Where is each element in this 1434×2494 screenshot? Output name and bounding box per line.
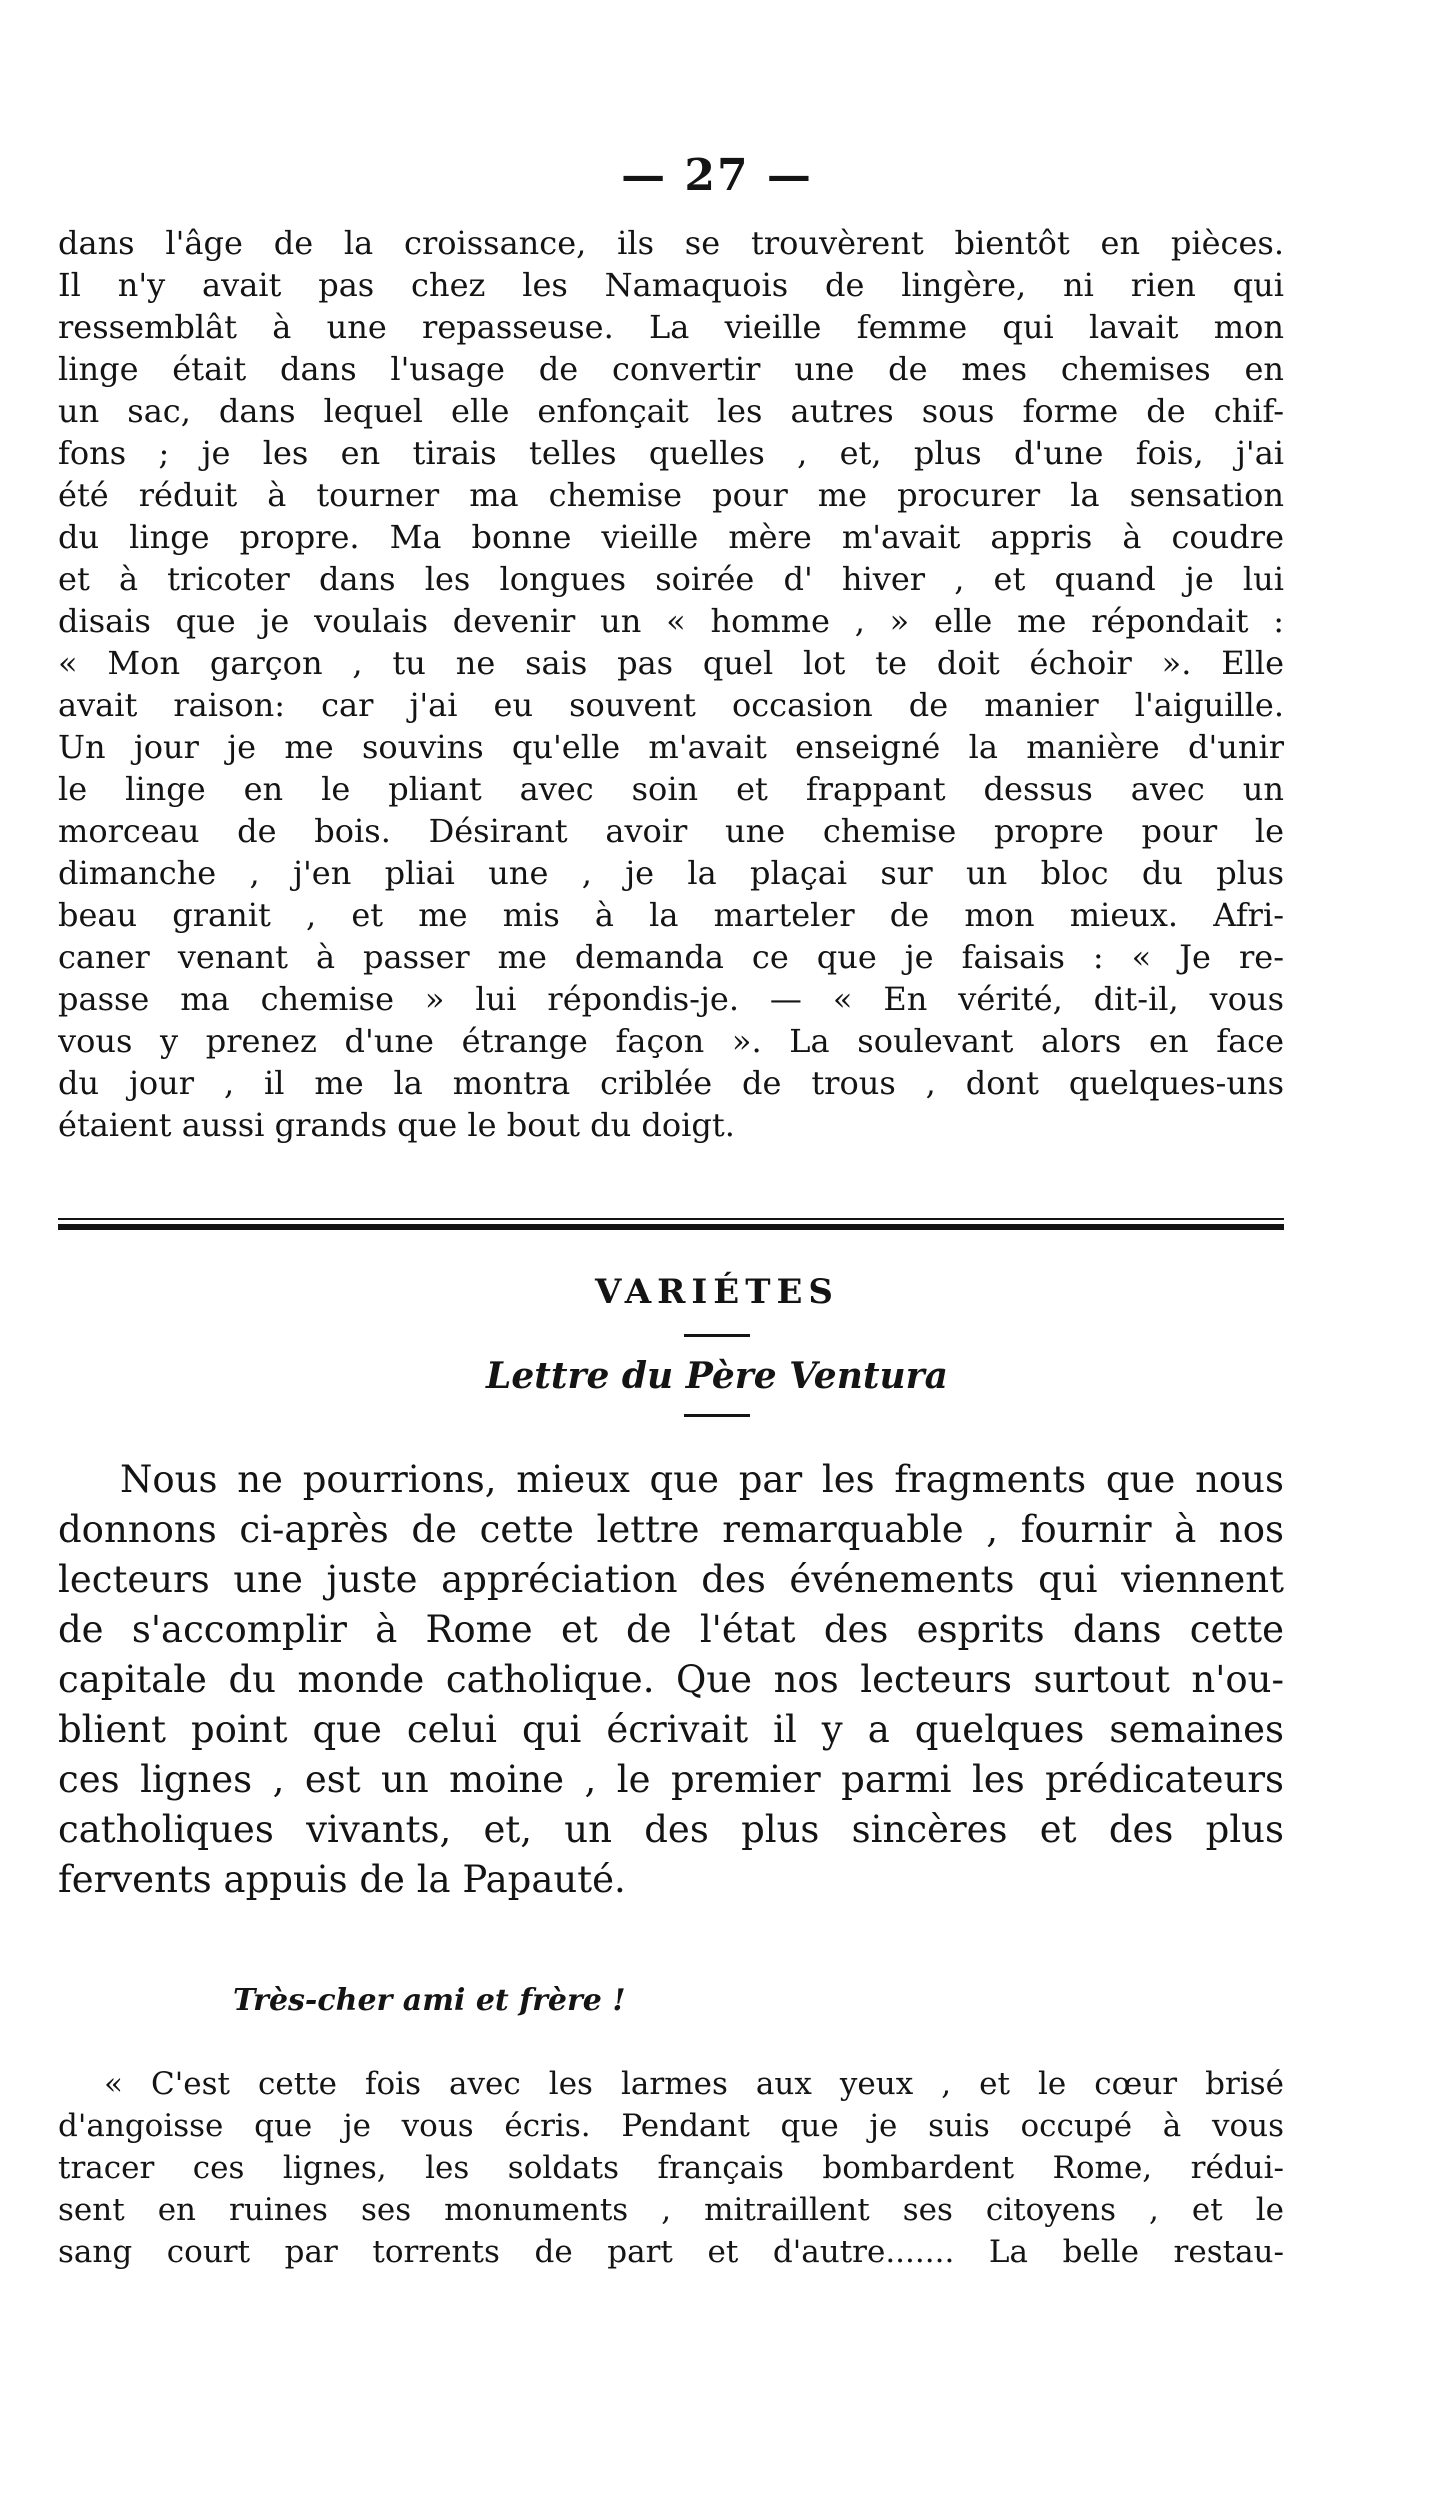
text-line: été réduit à tourner ma chemise pour me procurer la sensation	[58, 476, 1284, 514]
section-divider-thin	[58, 1218, 1284, 1220]
text-line: sent en ruines ses monuments , mitraillent ses citoyens , et le	[58, 2192, 1284, 2228]
text-line: le linge en le pliant avec soin et frappant dessus avec un	[58, 770, 1284, 808]
text-line: « Mon garçon , tu ne sais pas quel lot te doit échoir ». Elle	[58, 644, 1284, 682]
page-number: — 27 —	[621, 150, 813, 201]
text-line: tracer ces lignes, les soldats français bombardent Rome, rédui-	[58, 2150, 1284, 2186]
text-line: vous y prenez d'une étrange façon ». La soulevant alors en face	[58, 1022, 1284, 1060]
section-divider-thick	[58, 1224, 1284, 1230]
text-line: du jour , il me la montra criblée de trous , dont quelques-uns	[58, 1064, 1284, 1102]
text-line: étaient aussi grands que le bout du doigt.	[58, 1106, 735, 1144]
text-line: avait raison: car j'ai eu souvent occasion de manier l'aiguille.	[58, 686, 1284, 724]
text-line: catholiques vivants, et, un des plus sincères et des plus	[58, 1808, 1284, 1851]
text-line: blient point que celui qui écrivait il y a quelques semaines	[58, 1708, 1284, 1751]
text-line: dimanche , j'en pliai une , je la plaçai sur un bloc du plus	[58, 854, 1284, 892]
text-line: fervents appuis de la Papauté.	[58, 1858, 626, 1901]
text-line: de s'accomplir à Rome et de l'état des esprits dans cette	[58, 1608, 1284, 1651]
letter-greeting: Très-cher ami et frère !	[233, 1983, 626, 2018]
text-line: Un jour je me souvins qu'elle m'avait enseigné la manière d'unir	[58, 728, 1284, 766]
text-line: fons ; je les en tirais telles quelles , et, plus d'une fois, j'ai	[58, 434, 1284, 472]
text-line: beau granit , et me mis à la marteler de mon mieux. Afri-	[58, 896, 1284, 934]
text-line: linge était dans l'usage de convertir une de mes chemises en	[58, 350, 1284, 388]
text-line: « C'est cette fois avec les larmes aux yeux , et le cœur brisé	[104, 2066, 1284, 2102]
text-line: Nous ne pourrions, mieux que par les fragments que nous	[120, 1458, 1284, 1501]
text-line: d'angoisse que je vous écris. Pendant que je suis occupé à vous	[58, 2108, 1284, 2144]
text-line: sang court par torrents de part et d'autre....... La belle restau-	[58, 2234, 1284, 2270]
article-title: Lettre du Père Ventura	[486, 1355, 948, 1397]
text-line: lecteurs une juste appréciation des événements qui viennent	[58, 1558, 1284, 1601]
text-line: morceau de bois. Désirant avoir une chemise propre pour le	[58, 812, 1284, 850]
text-line: et à tricoter dans les longues soirée d' hiver , et quand je lui	[58, 560, 1284, 598]
section-title: VARIÉTES	[595, 1272, 839, 1312]
text-line: un sac, dans lequel elle enfonçait les autres sous forme de chif-	[58, 392, 1284, 430]
text-line: passe ma chemise » lui répondis-je. — « En vérité, dit-il, vous	[58, 980, 1284, 1018]
title-divider	[684, 1334, 750, 1337]
text-line: donnons ci-après de cette lettre remarquable , fournir à nos	[58, 1508, 1284, 1551]
text-line: dans l'âge de la croissance, ils se trouvèrent bientôt en pièces.	[58, 224, 1284, 262]
text-line: caner venant à passer me demanda ce que je faisais : « Je re-	[58, 938, 1284, 976]
text-line: disais que je voulais devenir un « homme , » elle me répondait :	[58, 602, 1284, 640]
title-divider	[684, 1414, 750, 1417]
text-line: capitale du monde catholique. Que nos lecteurs surtout n'ou-	[58, 1658, 1284, 1701]
text-line: du linge propre. Ma bonne vieille mère m'avait appris à coudre	[58, 518, 1284, 556]
text-line: ressemblât à une repasseuse. La vieille femme qui lavait mon	[58, 308, 1284, 346]
text-line: Il n'y avait pas chez les Namaquois de lingère, ni rien qui	[58, 266, 1284, 304]
text-line: ces lignes , est un moine , le premier parmi les prédicateurs	[58, 1758, 1284, 1801]
